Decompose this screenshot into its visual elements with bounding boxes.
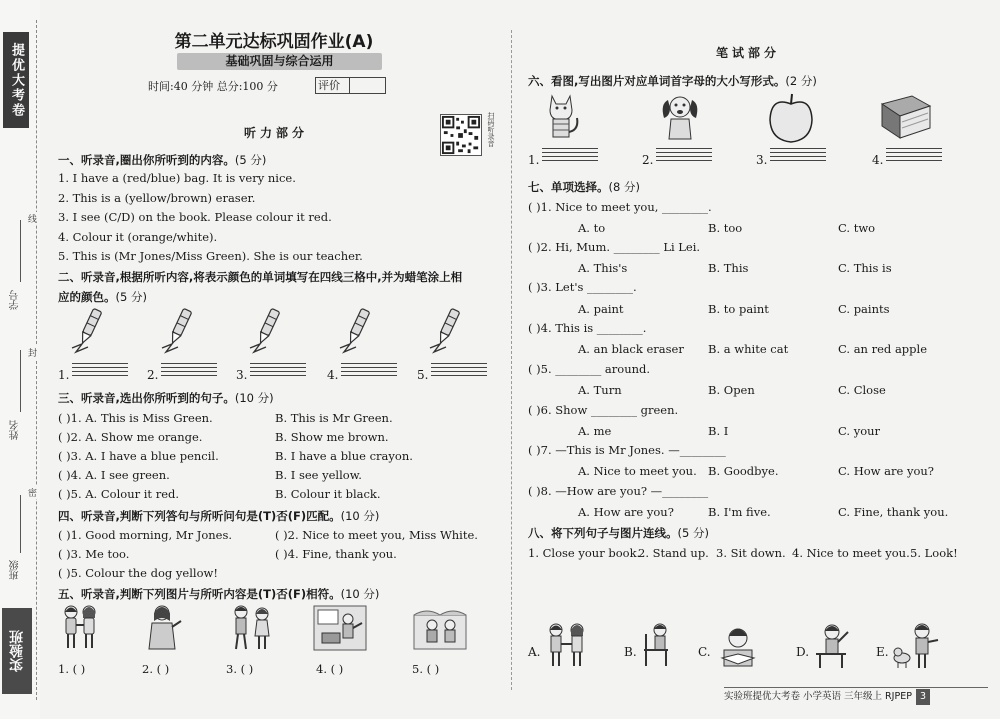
q7-3-option-a[interactable]: A. paint [578, 302, 624, 316]
q1-item-4: 4. Colour it (orange/white). [58, 230, 218, 244]
q7-2-option-c[interactable]: C. This is [838, 261, 892, 275]
q7-6-option-a[interactable]: A. me [578, 424, 612, 438]
q4-heading: 四、听录音,判断下列答句与所听问句是(T)否(F)匹配。(10 分) [58, 509, 380, 523]
name-label: 姓名 [10, 420, 21, 440]
crayon-icon [336, 306, 376, 354]
four-line-grid[interactable] [341, 363, 397, 377]
q3-row-3-b: B. I have a blue crayon. [275, 449, 413, 463]
name-field[interactable] [20, 350, 21, 412]
writing-section-title: 笔试部分 [716, 46, 781, 60]
q5-answer-2[interactable]: 2. ( ) [142, 662, 170, 676]
book-picture [878, 92, 934, 144]
q7-6-option-c[interactable]: C. your [838, 424, 881, 438]
q7-1-option-a[interactable]: A. to [578, 221, 606, 235]
q4-row-1-b: ( )2. Nice to meet you, Miss White. [275, 528, 478, 542]
q7-4-option-b[interactable]: B. a white cat [708, 342, 789, 356]
q7-7-option-b[interactable]: B. Goodbye. [708, 464, 779, 478]
q6-num-1: 1. [528, 153, 540, 167]
q3-row-2-a: ( )2. A. Show me orange. [58, 430, 203, 444]
q8-letter-b: B. [624, 645, 637, 659]
q8-letter-c: C. [698, 645, 711, 659]
q7-7-option-a[interactable]: A. Nice to meet you. [578, 464, 697, 478]
q8-letter-e: E. [876, 645, 889, 659]
q7-2-option-b[interactable]: B. This [708, 261, 749, 275]
q7-heading: 七、单项选择。(8 分) [528, 180, 640, 194]
q7-item-2: ( )2. Hi, Mum. ________ Li Lei. [528, 240, 701, 254]
q7-item-6: ( )6. Show ________ green. [528, 403, 679, 417]
q8-sentence-5[interactable]: 5. Look! [910, 546, 958, 560]
q8-sentence-2[interactable]: 2. Stand up. [638, 546, 709, 560]
q7-8-option-c[interactable]: C. Fine, thank you. [838, 505, 949, 519]
q6-num-2: 2. [642, 153, 654, 167]
four-line-grid[interactable] [431, 363, 487, 377]
q7-3-option-b[interactable]: B. to paint [708, 302, 769, 316]
q5-answer-4[interactable]: 4. ( ) [316, 662, 344, 676]
q6-heading: 六、看图,写出图片对应单词首字母的大小写形式。(2 分) [528, 74, 817, 88]
q7-5-option-c[interactable]: C. Close [838, 383, 886, 397]
q2-num-1: 1. [58, 368, 70, 382]
q1-item-1: 1. I have a (red/blue) bag. It is very nice. [58, 171, 296, 185]
student-id-field[interactable] [20, 220, 21, 282]
q7-item-3: ( )3. Let's ________. [528, 280, 637, 294]
brand-label-2: 实验班 [2, 608, 32, 694]
q3-row-1-a: ( )1. A. This is Miss Green. [58, 411, 213, 425]
q4-row-2-a: ( )3. Me too. [58, 547, 130, 561]
q4-row-1-a: ( )1. Good morning, Mr Jones. [58, 528, 233, 542]
kids-handshake-picture[interactable] [542, 622, 592, 670]
q7-7-option-c[interactable]: C. How are you? [838, 464, 934, 478]
q7-8-option-b[interactable]: B. I'm five. [708, 505, 771, 519]
q5-heading: 五、听录音,判断下列图片与所听内容是(T)否(F)相符。(10 分) [58, 587, 380, 601]
seal-mark-3: 密 [28, 486, 37, 499]
q4-row-2-b: ( )4. Fine, thank you. [275, 547, 397, 561]
four-line-grid[interactable] [161, 363, 217, 377]
q7-5-option-a[interactable]: A. Turn [578, 383, 622, 397]
left-page [44, 0, 504, 719]
q1-item-5: 5. This is (Mr Jones/Miss Green). She is our teacher. [58, 249, 363, 263]
q3-row-3-a: ( )3. A. I have a blue pencil. [58, 449, 219, 463]
four-line-grid[interactable] [770, 148, 826, 162]
seal-mark-1: 线 [28, 212, 37, 225]
q7-item-1: ( )1. Nice to meet you, ________. [528, 200, 712, 214]
four-line-grid[interactable] [886, 148, 942, 162]
page-number: 3 [916, 689, 930, 705]
q3-row-4-b: B. I see yellow. [275, 468, 362, 482]
outdoor-picture [412, 603, 468, 653]
crayon-icon [158, 306, 198, 354]
boy-sitting-picture[interactable] [640, 622, 676, 670]
class-field[interactable] [20, 495, 21, 553]
q3-row-5-b: B. Colour it black. [275, 487, 381, 501]
q8-sentence-1[interactable]: 1. Close your book. [528, 546, 641, 560]
q3-row-1-b: B. This is Mr Green. [275, 411, 393, 425]
q6-num-3: 3. [756, 153, 768, 167]
q6-num-4: 4. [872, 153, 884, 167]
score-box[interactable] [315, 77, 386, 94]
page-title: 第二单元达标巩固作业(A) [174, 32, 374, 52]
boy-waving-picture[interactable] [812, 622, 858, 670]
q2-num-5: 5. [417, 368, 429, 382]
q1-item-2: 2. This is a (yellow/brown) eraser. [58, 191, 256, 205]
footer-text: 实验班提优大考卷 小学英语 三年级上 RJPEP [724, 691, 912, 702]
footer-rule [724, 687, 988, 688]
q7-item-7: ( )7. —This is Mr Jones. —________ [528, 443, 726, 457]
q7-4-option-a[interactable]: A. an black eraser [578, 342, 684, 356]
q7-item-5: ( )5. ________ around. [528, 362, 651, 376]
q8-letter-a: A. [528, 645, 541, 659]
binding-strip [0, 0, 40, 719]
q1-item-3: 3. I see (C/D) on the book. Please colour it red. [58, 210, 332, 224]
q3-row-4-a: ( )4. A. I see green. [58, 468, 170, 482]
class-label: 班级 [10, 560, 21, 580]
four-line-grid[interactable] [250, 363, 306, 377]
qr-note: 扫码听录音 [487, 112, 495, 147]
page-footer [724, 689, 992, 705]
dog-picture [656, 92, 704, 144]
teacher-picture [144, 603, 184, 653]
listening-section-title: 听力部分 [244, 126, 309, 140]
q7-item-4: ( )4. This is ________. [528, 321, 647, 335]
cat-picture [542, 92, 582, 144]
apple-picture [766, 92, 816, 144]
q7-2-option-a[interactable]: A. This's [578, 261, 628, 275]
crayon-icon [246, 306, 286, 354]
q8-heading: 八、将下列句子与图片连线。(5 分) [528, 526, 709, 540]
crayon-icon [68, 306, 108, 354]
q7-6-option-b[interactable]: B. I [708, 424, 729, 438]
exam-meta: 时间:40 分钟 总分:100 分 [148, 80, 278, 93]
q1-heading: 一、听录音,圈出你所听到的内容。(5 分) [58, 153, 267, 167]
q2-heading: 二、听录音,根据所听内容,将表示颜色的单词填写在四线三格中,并为蜡笔涂上相 [58, 270, 463, 284]
q7-1-option-c[interactable]: C. two [838, 221, 876, 235]
q5-answer-1[interactable]: 1. ( ) [58, 662, 86, 676]
qr-code-icon[interactable] [440, 114, 482, 156]
q3-row-5-a: ( )5. A. Colour it red. [58, 487, 180, 501]
q3-heading: 三、听录音,选出你所听到的句子。(10 分) [58, 391, 274, 405]
q8-sentence-4[interactable]: 4. Nice to meet you. [792, 546, 910, 560]
seal-mark-2: 封 [28, 346, 37, 359]
page-subtitle: 基础巩固与综合运用 [177, 53, 382, 70]
q7-1-option-b[interactable]: B. too [708, 221, 743, 235]
crayon-icon [426, 306, 466, 354]
four-line-grid[interactable] [542, 148, 598, 162]
cut-line [36, 20, 37, 700]
q2-num-3: 3. [236, 368, 248, 382]
q8-letter-d: D. [796, 645, 810, 659]
q7-item-8: ( )8. —How are you? —________ [528, 484, 709, 498]
q7-8-option-a[interactable]: A. How are you? [578, 505, 674, 519]
q7-3-option-c[interactable]: C. paints [838, 302, 890, 316]
q2-heading-cont: 应的颜色。(5 分) [58, 290, 147, 304]
q2-num-2: 2. [147, 368, 159, 382]
q5-answer-5[interactable]: 5. ( ) [412, 662, 440, 676]
four-line-grid[interactable] [656, 148, 712, 162]
q7-4-option-c[interactable]: C. an red apple [838, 342, 928, 356]
brand-label: 提优大考卷 [3, 32, 29, 128]
q8-sentence-3[interactable]: 3. Sit down. [716, 546, 786, 560]
classroom-picture [312, 603, 368, 653]
q5-answer-3[interactable]: 3. ( ) [226, 662, 254, 676]
kids-walking-picture [228, 603, 276, 653]
q2-num-4: 4. [327, 368, 339, 382]
boy-reading-picture[interactable] [714, 622, 764, 670]
four-line-grid[interactable] [72, 363, 128, 377]
page-fold [511, 30, 512, 690]
right-page [520, 0, 990, 719]
q4-row-3-a: ( )5. Colour the dog yellow! [58, 566, 218, 580]
score-label: 评价 [318, 79, 340, 92]
boy-with-dog-picture[interactable] [892, 622, 942, 670]
kids-greeting-picture [58, 603, 102, 653]
q3-row-2-b: B. Show me brown. [275, 430, 389, 444]
student-id-label: 学号 [10, 290, 21, 310]
q7-5-option-b[interactable]: B. Open [708, 383, 755, 397]
